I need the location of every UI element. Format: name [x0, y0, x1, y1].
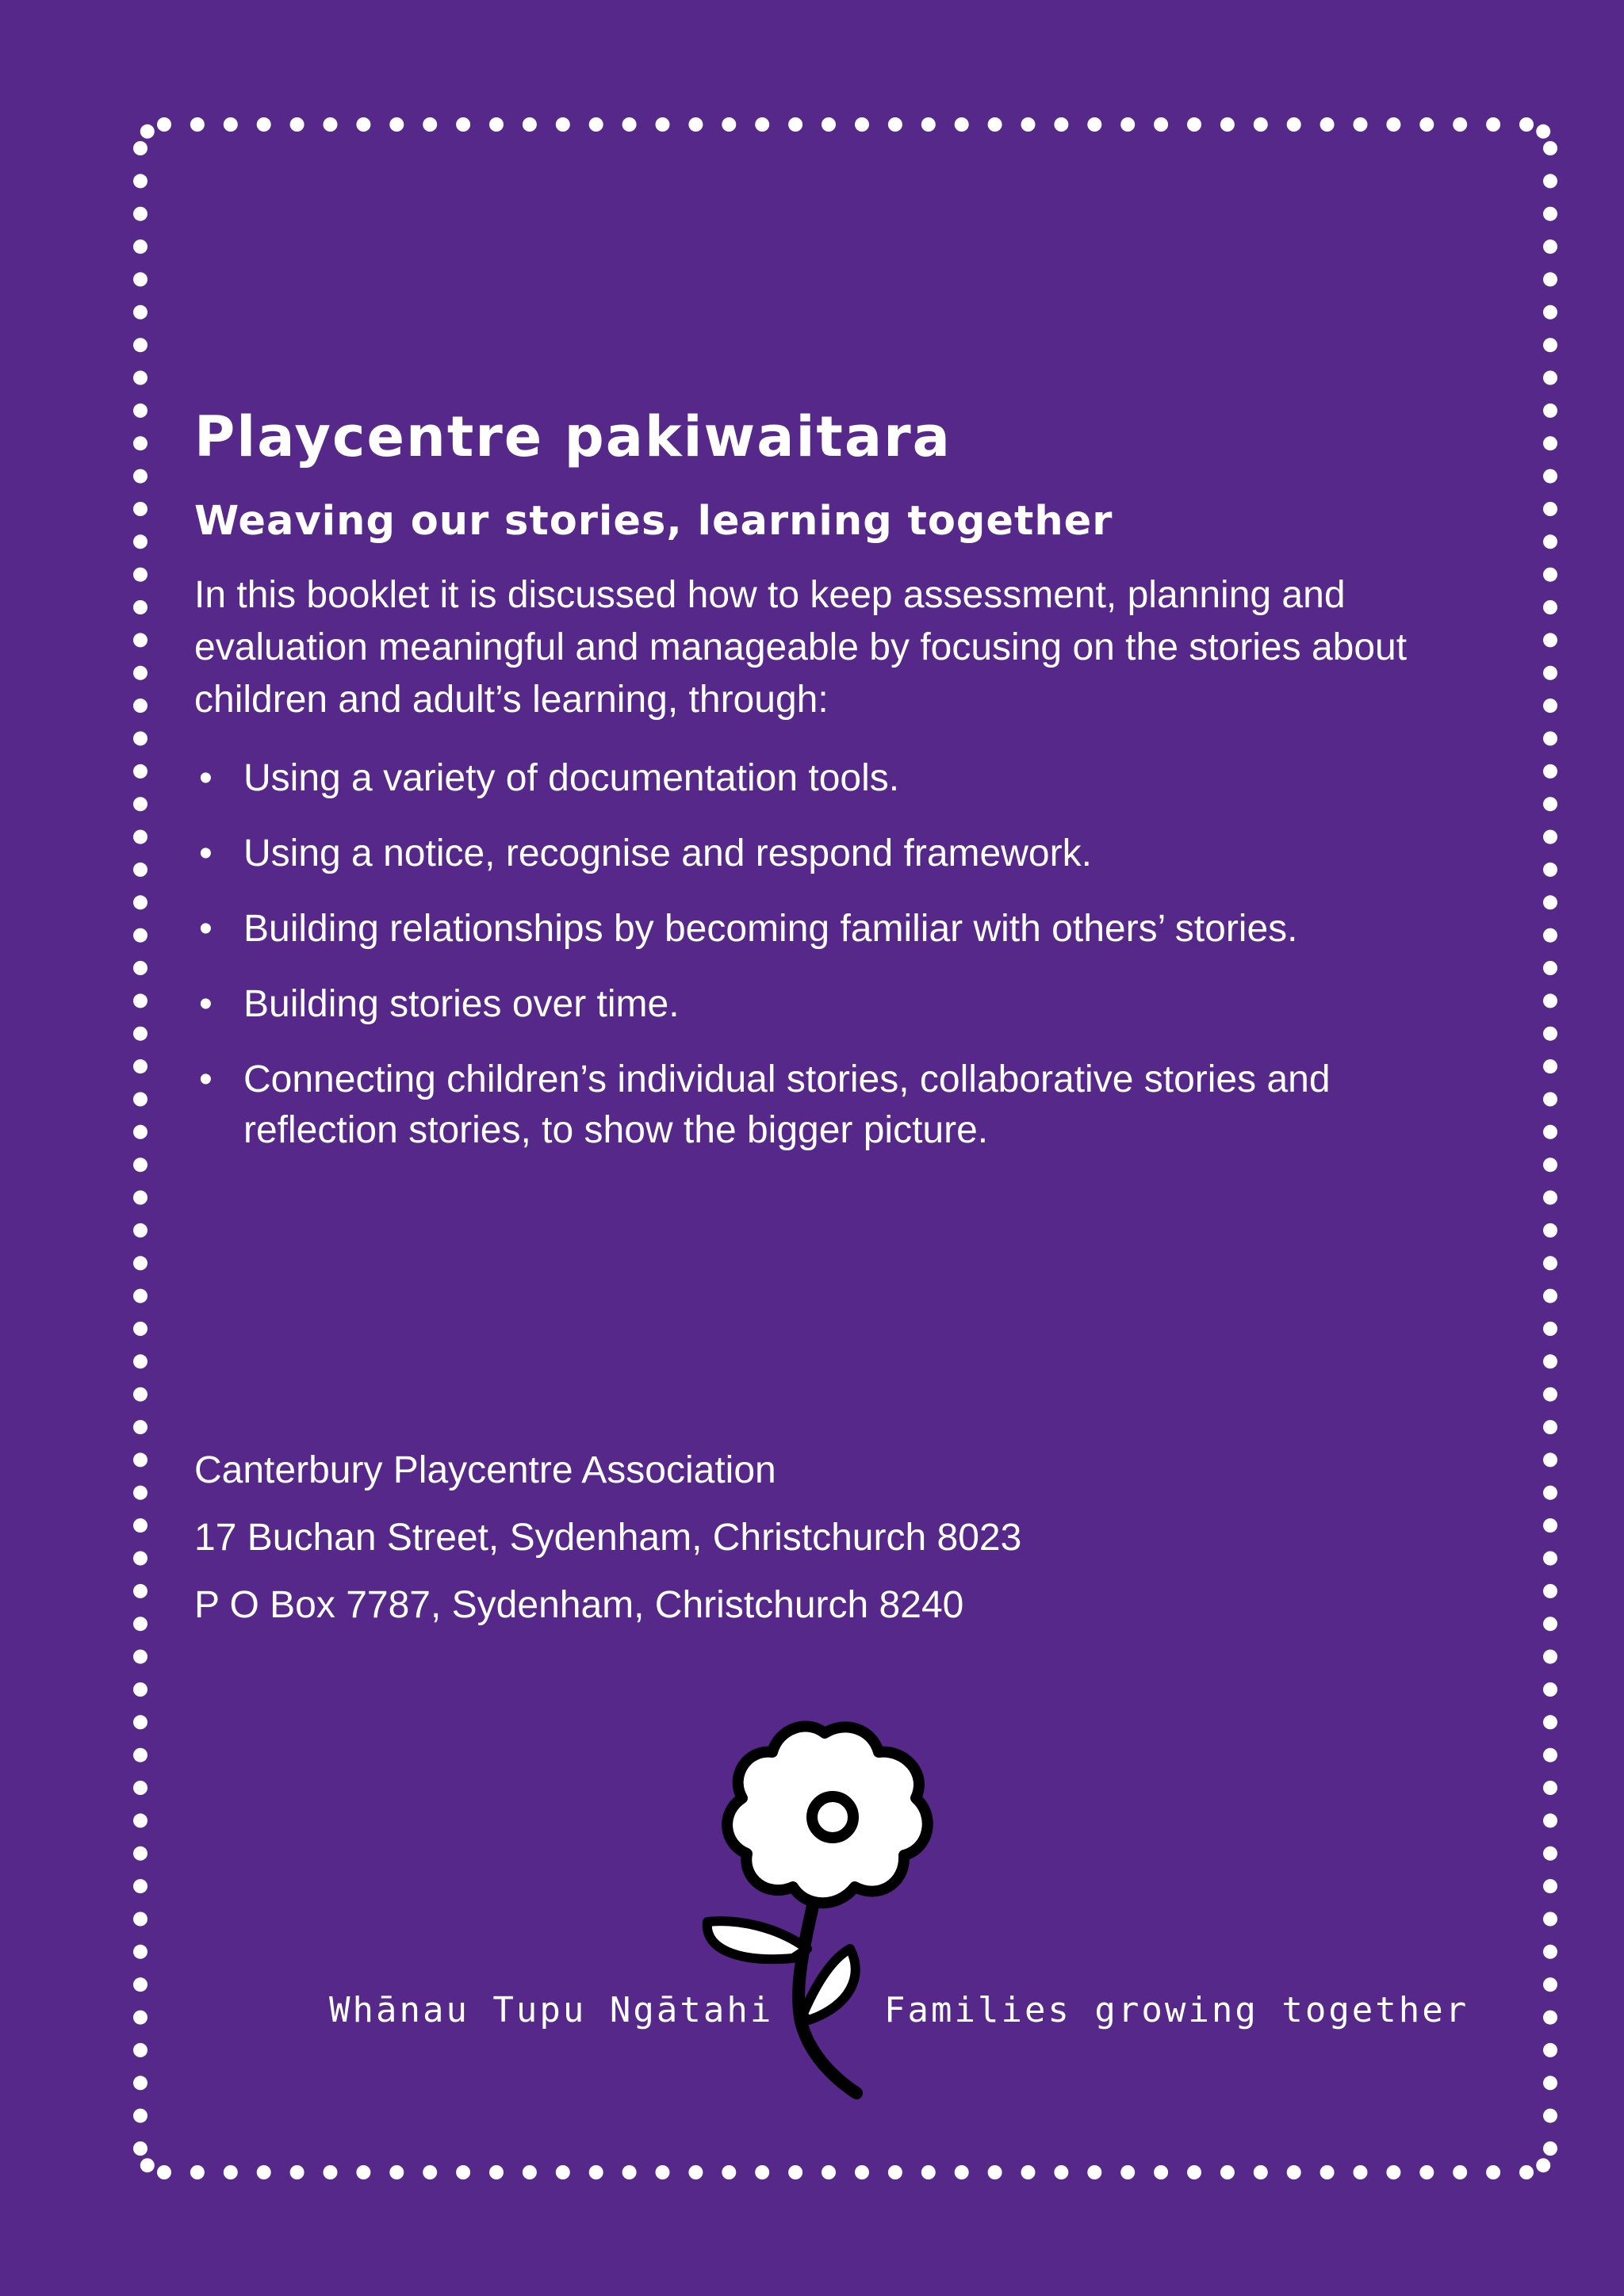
border-dot	[133, 1518, 147, 1533]
border-dot	[133, 1387, 147, 1402]
border-dot	[1543, 1452, 1557, 1467]
border-dot	[133, 436, 147, 450]
border-dot	[1543, 272, 1557, 286]
border-dot	[1543, 797, 1557, 811]
border-dot	[290, 2165, 304, 2179]
border-dot	[1543, 895, 1557, 909]
border-dot	[1486, 2165, 1500, 2179]
border-dot	[1543, 338, 1557, 352]
border-dot	[133, 469, 147, 484]
border-dot	[133, 961, 147, 975]
border-dot	[1087, 117, 1101, 132]
border-dot	[1386, 117, 1400, 132]
border-dot	[133, 1945, 147, 1959]
border-dot	[622, 2165, 637, 2179]
border-dot	[556, 117, 570, 132]
border-dot	[489, 117, 504, 132]
border-dot	[133, 2109, 147, 2123]
border-dot	[133, 993, 147, 1008]
border-dot	[1054, 117, 1068, 132]
border-dot	[1187, 117, 1201, 132]
border-dot	[1543, 633, 1557, 647]
border-dot	[1543, 1223, 1557, 1238]
border-dot	[133, 534, 147, 549]
border-dot	[1543, 1552, 1557, 1566]
border-dot	[133, 600, 147, 614]
border-dot	[1543, 830, 1557, 844]
border-dot	[1154, 117, 1168, 132]
border-dot	[1519, 2165, 1534, 2179]
border-dot	[1543, 1387, 1557, 1402]
border-dot	[133, 1912, 147, 1927]
border-dot	[1486, 117, 1500, 132]
border-dot	[888, 2165, 902, 2179]
border-dot	[133, 633, 147, 647]
border-dot	[133, 1191, 147, 1205]
border-dot	[1543, 928, 1557, 943]
border-dot	[423, 117, 437, 132]
bullet-icon: •	[199, 983, 213, 1025]
border-dot	[755, 117, 769, 132]
border-dot	[988, 117, 1002, 132]
border-dot	[1054, 2165, 1068, 2179]
border-dot	[133, 1781, 147, 1795]
border-dot	[1543, 141, 1557, 155]
border-dot	[133, 1322, 147, 1336]
border-dot	[1543, 1617, 1557, 1631]
border-dot	[1543, 502, 1557, 516]
border-dot	[523, 117, 537, 132]
border-dot	[921, 2165, 936, 2179]
border-dot	[955, 2165, 969, 2179]
border-dot	[1543, 1813, 1557, 1827]
border-dot	[133, 797, 147, 811]
border-dot	[1354, 117, 1368, 132]
border-dot	[190, 117, 205, 132]
border-dot	[133, 1289, 147, 1303]
border-dot	[1154, 2165, 1168, 2179]
border-dot	[1543, 1191, 1557, 1205]
border-dot	[1543, 305, 1557, 320]
border-dot	[133, 1223, 147, 1238]
border-dot	[133, 1977, 147, 1992]
border-dot	[133, 1650, 147, 1664]
border-dot	[224, 117, 238, 132]
border-dot	[157, 117, 171, 132]
border-dot	[955, 117, 969, 132]
border-dot	[133, 1584, 147, 1598]
border-dot	[1543, 207, 1557, 221]
border-dot	[788, 117, 802, 132]
list-item-text: Connecting children’s individual stories, collaborative stories and reflection stories, to show the bigger picture.	[243, 1058, 1331, 1151]
border-dot	[1087, 2165, 1101, 2179]
border-dot	[1543, 1354, 1557, 1368]
border-dot	[1120, 2165, 1135, 2179]
border-dot	[133, 1093, 147, 1107]
border-dot	[1187, 2165, 1201, 2179]
border-dot	[656, 117, 670, 132]
border-dot	[133, 764, 147, 779]
border-dot	[1543, 2076, 1557, 2090]
border-dot	[622, 117, 637, 132]
border-dot	[356, 117, 370, 132]
border-dot	[224, 2165, 238, 2179]
bullet-icon: •	[199, 832, 213, 874]
border-dot	[133, 928, 147, 943]
border-dot	[257, 2165, 271, 2179]
bullet-list	[194, 753, 1495, 1181]
border-dot	[1543, 1125, 1557, 1139]
list-item-text: Using a variety of documentation tools.	[243, 757, 900, 799]
border-dot	[133, 698, 147, 713]
border-dot	[133, 1059, 147, 1073]
border-dot	[1320, 117, 1335, 132]
border-dot	[133, 404, 147, 418]
bullet-icon: •	[199, 1058, 213, 1100]
border-dot	[133, 305, 147, 320]
address-po-box: P O Box 7787, Sydenham, Christchurch 8240	[194, 1584, 964, 1626]
border-dot	[1543, 2109, 1557, 2123]
border-dot	[133, 2076, 147, 2090]
border-dot	[133, 1552, 147, 1566]
border-dot	[1543, 2043, 1557, 2057]
border-dot	[133, 338, 147, 352]
border-dot	[133, 863, 147, 877]
border-dot	[822, 2165, 836, 2179]
border-dot	[133, 239, 147, 254]
border-dot	[389, 2165, 404, 2179]
border-dot	[140, 2158, 155, 2172]
list-item-text: Building relationships by becoming familiar with others’ stories.	[243, 908, 1298, 950]
border-dot	[1320, 2165, 1335, 2179]
border-dot	[190, 2165, 205, 2179]
border-dot	[1543, 1682, 1557, 1697]
list-item-text: Using a notice, recognise and respond framework.	[243, 832, 1092, 874]
border-dot	[1543, 1158, 1557, 1172]
border-dot	[1543, 1059, 1557, 1073]
border-dot	[1453, 2165, 1467, 2179]
border-dot	[133, 732, 147, 746]
border-dot	[389, 117, 404, 132]
border-dot	[133, 207, 147, 221]
border-dot	[133, 1617, 147, 1631]
border-dot	[133, 1486, 147, 1500]
border-dot	[589, 2165, 603, 2179]
border-dot	[1543, 371, 1557, 385]
border-dot	[1543, 961, 1557, 975]
border-dot	[1386, 2165, 1400, 2179]
border-dot	[423, 2165, 437, 2179]
border-dot	[1543, 239, 1557, 254]
address-organisation: Canterbury Playcentre Association	[194, 1449, 776, 1491]
border-dot	[133, 1256, 147, 1270]
list-item	[194, 904, 1495, 955]
border-dot	[1543, 1912, 1557, 1927]
border-dot	[1543, 1846, 1557, 1861]
border-dot	[921, 117, 936, 132]
motto-english: Families growing together	[884, 1990, 1469, 2030]
page-title: Playcentre pakiwaitara	[194, 404, 952, 469]
border-dot	[1543, 2011, 1557, 2025]
border-dot	[290, 117, 304, 132]
border-dot	[523, 2165, 537, 2179]
border-dot	[1543, 1486, 1557, 1500]
border-dot	[133, 666, 147, 680]
border-dot	[1543, 469, 1557, 484]
border-dot	[755, 2165, 769, 2179]
border-dot	[257, 117, 271, 132]
border-dot	[489, 2165, 504, 2179]
border-dot	[1536, 2158, 1550, 2172]
list-item	[194, 979, 1495, 1030]
border-dot	[1543, 1879, 1557, 1893]
border-dot	[133, 1354, 147, 1368]
border-dot	[855, 117, 869, 132]
bullet-icon: •	[199, 757, 213, 799]
list-item	[194, 1054, 1495, 1156]
border-dot	[133, 895, 147, 909]
border-dot	[1543, 174, 1557, 188]
address-street: 17 Buchan Street, Sydenham, Christchurch 8023	[194, 1517, 1022, 1559]
border-dot	[1543, 1093, 1557, 1107]
border-dot	[888, 117, 902, 132]
border-dot	[722, 2165, 736, 2179]
border-dot	[1021, 2165, 1036, 2179]
border-dot	[1419, 117, 1434, 132]
border-dot	[1519, 117, 1534, 132]
border-dot	[688, 2165, 703, 2179]
border-dot	[1543, 698, 1557, 713]
border-dot	[1543, 534, 1557, 549]
border-dot	[133, 502, 147, 516]
border-dot	[1287, 2165, 1301, 2179]
list-item	[194, 828, 1495, 879]
border-dot	[1419, 2165, 1434, 2179]
bullet-icon: •	[199, 908, 213, 950]
border-dot	[1543, 1781, 1557, 1795]
border-dot	[324, 2165, 338, 2179]
border-dot	[133, 1748, 147, 1762]
border-dot	[1543, 993, 1557, 1008]
flower-icon	[674, 1697, 952, 2101]
border-dot	[1220, 2165, 1235, 2179]
intro-paragraph: In this booklet it is discussed how to keep assessment, planning and evaluation meaningful and manageable by focusing on the stories about children and adult’s learning, through:	[194, 574, 1408, 721]
border-dot	[1543, 1289, 1557, 1303]
border-dot	[1543, 1748, 1557, 1762]
border-dot	[1021, 117, 1036, 132]
border-dot	[456, 2165, 470, 2179]
border-dot	[1543, 1518, 1557, 1533]
border-dot	[1354, 2165, 1368, 2179]
border-dot	[1543, 1945, 1557, 1959]
border-dot	[1543, 404, 1557, 418]
border-dot	[1254, 2165, 1268, 2179]
border-dot	[133, 1125, 147, 1139]
border-dot	[722, 117, 736, 132]
border-dot	[157, 2165, 171, 2179]
border-dot	[1543, 1977, 1557, 1992]
border-dot	[133, 1715, 147, 1729]
border-dot	[1220, 117, 1235, 132]
border-dot	[356, 2165, 370, 2179]
border-dot	[133, 174, 147, 188]
border-dot	[855, 2165, 869, 2179]
border-dot	[133, 1452, 147, 1467]
border-dot	[456, 117, 470, 132]
border-dot	[1543, 1584, 1557, 1598]
border-dot	[1543, 1715, 1557, 1729]
border-dot	[133, 1846, 147, 1861]
border-dot	[1453, 117, 1467, 132]
border-dot	[140, 124, 155, 139]
border-dot	[1120, 117, 1135, 132]
list-item-text: Building stories over time.	[243, 983, 680, 1025]
border-dot	[1543, 1256, 1557, 1270]
border-dot	[556, 2165, 570, 2179]
border-dot	[1543, 863, 1557, 877]
list-item	[194, 753, 1495, 804]
border-dot	[133, 141, 147, 155]
border-dot	[1254, 117, 1268, 132]
border-dot	[788, 2165, 802, 2179]
border-dot	[133, 1420, 147, 1434]
border-dot	[1543, 2141, 1557, 2156]
border-dot	[133, 1158, 147, 1172]
border-dot	[656, 2165, 670, 2179]
border-dot	[1543, 1027, 1557, 1041]
border-dot	[822, 117, 836, 132]
border-dot	[133, 2011, 147, 2025]
border-dot	[589, 117, 603, 132]
border-dot	[1543, 1650, 1557, 1664]
border-dot	[1543, 568, 1557, 582]
border-dot	[988, 2165, 1002, 2179]
border-dot	[1543, 436, 1557, 450]
border-dot	[1287, 117, 1301, 132]
border-dot	[1543, 1420, 1557, 1434]
border-dot	[133, 830, 147, 844]
border-dot	[133, 1879, 147, 1893]
border-dot	[133, 1682, 147, 1697]
border-dot	[1543, 732, 1557, 746]
border-dot	[133, 568, 147, 582]
border-dot	[324, 117, 338, 132]
border-dot	[1543, 600, 1557, 614]
border-dot	[133, 272, 147, 286]
border-dot	[1543, 1322, 1557, 1336]
border-dot	[133, 2141, 147, 2156]
border-dot	[688, 117, 703, 132]
border-dot	[133, 1027, 147, 1041]
border-dot	[1536, 124, 1550, 139]
border-dot	[133, 2043, 147, 2057]
motto-maori: Whānau Tupu Ngātahi	[329, 1990, 774, 2030]
border-dot	[1543, 666, 1557, 680]
page-subtitle: Weaving our stories, learning together	[194, 498, 1113, 545]
border-dot	[1543, 764, 1557, 779]
border-dot	[133, 371, 147, 385]
border-dot	[133, 1813, 147, 1827]
